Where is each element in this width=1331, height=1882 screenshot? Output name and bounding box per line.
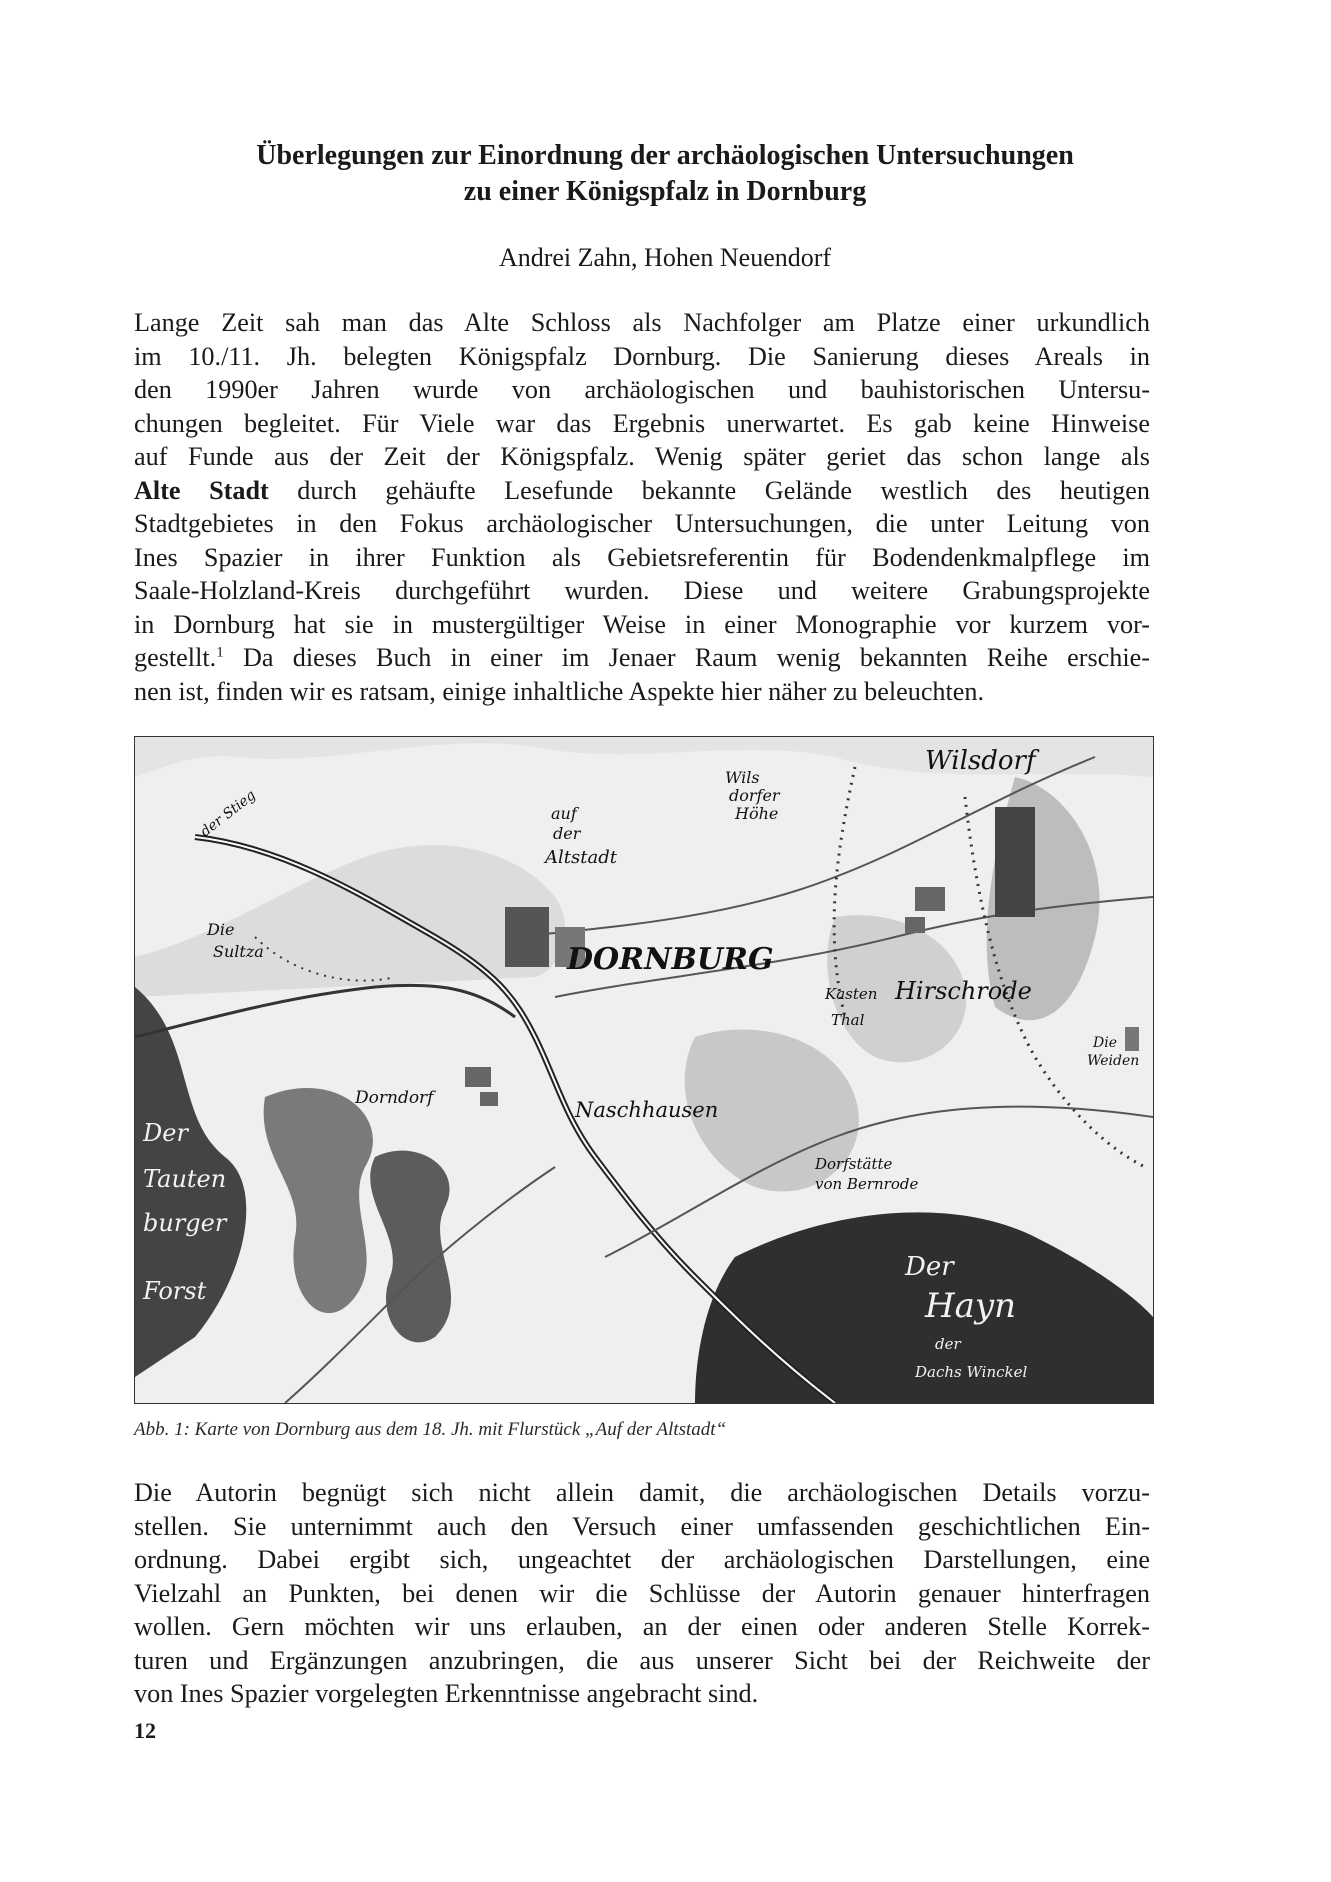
title-line-1: Überlegungen zur Einordnung der archäologischen Untersuchungen bbox=[256, 140, 1074, 171]
map-label-der-hayn-1: Der bbox=[905, 1252, 954, 1282]
map-label-wilsdorfer-hohe-1: Wils bbox=[725, 768, 760, 787]
text-line: turen und Ergänzungen anzubringen, die aus unserer Sicht bei der Reichweite der bbox=[134, 1645, 1150, 1675]
map-label-thal: Thal bbox=[831, 1011, 865, 1029]
text-line: wollen. Gern möchten wir uns erlauben, an der einen oder anderen Stelle Korrek- bbox=[134, 1612, 1150, 1641]
map-label-auf: auf bbox=[551, 804, 577, 823]
map-label-tautenburger-4: Forst bbox=[143, 1277, 207, 1305]
map-label-die-sultza-1: Die bbox=[207, 920, 235, 939]
text-line bbox=[134, 474, 1150, 508]
text-line: den 1990er Jahren wurde von archäologischen und bauhistorischen Untersu- bbox=[134, 375, 1150, 404]
text-fragment: durch gehäufte Lesefunde bekannte Gelände westlich des heutigen bbox=[268, 475, 1150, 505]
author-line: Andrei Zahn, Hohen Neuendorf bbox=[498, 243, 832, 272]
map-label-dorfstaette-1: Dorfstätte bbox=[815, 1155, 893, 1173]
map-label-hirschrode: Hirschrode bbox=[895, 977, 1032, 1005]
map-label-wilsdorfer-hohe-2: dorfer bbox=[729, 786, 780, 805]
map-label-die-sultza-2: Sultza bbox=[213, 942, 264, 961]
map-label-naschhausen: Naschhausen bbox=[575, 1098, 719, 1122]
page-number: 12 bbox=[134, 1718, 156, 1743]
text-line: auf Funde aus der Zeit der Königspfalz. Wenig später geriet das schon lange als bbox=[134, 442, 1150, 471]
map-label-kasten: Kasten bbox=[825, 985, 878, 1003]
text-line: nen ist, finden wir es ratsam, einige inhaltliche Aspekte hier näher zu beleuchten. bbox=[134, 676, 985, 706]
map-label-die-weiden-2: Weiden bbox=[1087, 1053, 1140, 1069]
map-label-altstadt: Altstadt bbox=[545, 847, 617, 868]
text-fragment: gestellt. bbox=[134, 643, 217, 672]
text-line: von Ines Spazier vorgelegten Erkenntnisse angebracht sind. bbox=[134, 1679, 759, 1708]
map-label-tautenburger-1: Der bbox=[143, 1119, 188, 1147]
historic-map-figure bbox=[134, 736, 1154, 1404]
bold-term-alte-stadt: Alte Stadt bbox=[134, 475, 269, 505]
map-label-tautenburger-2: Tauten bbox=[143, 1165, 227, 1193]
title-line-2: zu einer Königspfalz in Dornburg bbox=[463, 176, 867, 207]
map-label-wilsdorf: Wilsdorf bbox=[925, 746, 1036, 776]
map-label-winckel-2: Dachs Winckel bbox=[915, 1363, 1028, 1381]
map-label-tautenburger-3: burger bbox=[143, 1209, 227, 1237]
map-label-dorndorf: Dorndorf bbox=[355, 1088, 434, 1108]
text-line: Lange Zeit sah man das Alte Schloss als Nachfolger am Platze einer urkundlich bbox=[134, 308, 1150, 337]
text-line: Ines Spazier in ihrer Funktion als Gebietsreferentin für Bodendenkmalpflege im bbox=[134, 542, 1150, 572]
text-fragment: Da dieses Buch in einer im Jenaer Raum wenig bekannten Reihe erschie- bbox=[223, 643, 1150, 672]
paragraph-second bbox=[134, 1476, 1150, 1711]
map-label-die-weiden-1: Die bbox=[1093, 1035, 1117, 1051]
map-label-wilsdorfer-hohe-3: Höhe bbox=[735, 804, 779, 823]
map-illustration bbox=[135, 737, 1153, 1403]
text-line: in Dornburg hat sie in mustergültiger Weise in einer Monographie vor kurzem vor- bbox=[134, 609, 1150, 639]
text-line: ordnung. Dabei ergibt sich, ungeachtet der archäologischen Darstellungen, eine bbox=[134, 1545, 1150, 1574]
text-line: Saale-Holzland-Kreis durchgeführt wurden. Diese und weitere Grabungsprojekte bbox=[134, 576, 1150, 605]
paragraph-intro bbox=[134, 306, 1150, 708]
article-title bbox=[140, 138, 1190, 210]
text-line: Die Autorin begnügt sich nicht allein damit, die archäologischen Details vorzu- bbox=[134, 1478, 1150, 1507]
text-line: stellen. Sie unternimmt auch den Versuch einer umfassenden geschichtlichen Ein- bbox=[134, 1511, 1150, 1541]
footnote-marker[interactable]: 1 bbox=[216, 644, 224, 661]
map-label-der-hayn-2: Hayn bbox=[925, 1286, 1017, 1326]
text-line bbox=[134, 641, 1150, 675]
map-label-der-stieg: der Stieg bbox=[197, 787, 259, 841]
text-line: Vielzahl an Punkten, bei denen wir die Schlüsse der Autorin genauer hinterfragen bbox=[134, 1578, 1150, 1608]
map-label-dorfstaette-2: von Bernrode bbox=[815, 1175, 919, 1193]
text-line: chungen begleitet. Für Viele war das Ergebnis unerwartet. Es gab keine Hinweise bbox=[134, 408, 1150, 438]
text-line: im 10./11. Jh. belegten Königspfalz Dornburg. Die Sanierung dieses Areals in bbox=[134, 341, 1150, 371]
figure-caption: Abb. 1: Karte von Dornburg aus dem 18. Jh. mit Flurstück „Auf der Altstadt“ bbox=[134, 1419, 727, 1440]
map-label-winckel-1: der bbox=[935, 1335, 961, 1353]
map-label-der: der bbox=[553, 824, 581, 843]
text-line: Stadtgebietes in den Fokus archäologischer Untersuchungen, die unter Leitung von bbox=[134, 509, 1150, 538]
map-label-dornburg: DORNBURG bbox=[567, 942, 774, 977]
